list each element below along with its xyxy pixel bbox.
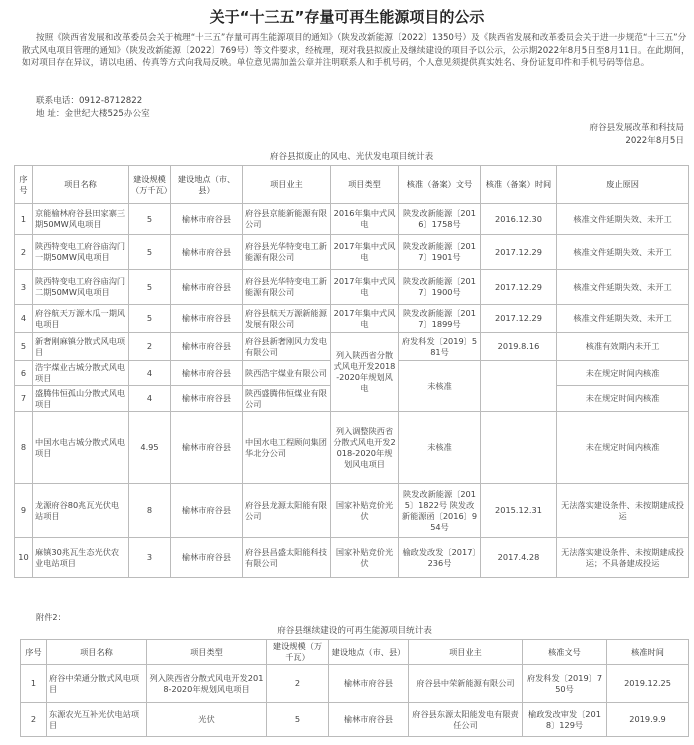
table-cell: 陕发改新能源〔2015〕1822号 陕发改新能源函〔2016〕954号 (399, 484, 481, 538)
table-cell: 榆政发改发〔2017〕236号 (399, 538, 481, 578)
table-cell: 2017.12.29 (481, 270, 557, 305)
table-cell: 4 (15, 305, 33, 333)
table-cell: 陕发改新能源〔2017〕1899号 (399, 305, 481, 333)
attachment1-table (14, 150, 689, 578)
table-cell (481, 361, 557, 412)
table-cell: 核准文件延期失效、未开工 (557, 270, 689, 305)
table-cell: 4 (129, 361, 171, 386)
table-cell: 未在规定时间内核准 (557, 386, 689, 412)
attachment2-caption: 府谷县继续建设的可再生能源项目统计表 (21, 624, 689, 640)
col-header: 序号 (21, 640, 47, 665)
table-row (21, 703, 689, 737)
table-row (15, 538, 689, 578)
col-header: 项目类型 (331, 166, 399, 204)
table-cell: 榆林市府谷县 (171, 333, 243, 361)
col-header: 序号 (15, 166, 33, 204)
col-header: 项目名称 (33, 166, 129, 204)
table-cell: 陕西特变电工府谷庙沟门一期50MW风电项目 (33, 235, 129, 270)
col-header: 核准（备案）文号 (399, 166, 481, 204)
table-cell: 1 (21, 665, 47, 703)
table-cell: 6 (15, 361, 33, 386)
table-cell: 陕发改新能源〔2017〕1901号 (399, 235, 481, 270)
table-row (15, 412, 689, 484)
table-row (15, 305, 689, 333)
table-cell: 10 (15, 538, 33, 578)
table-cell: 榆林市府谷县 (171, 412, 243, 484)
table-cell: 榆林市府谷县 (171, 386, 243, 412)
attachment1-header-row (15, 166, 689, 204)
table-cell: 5 (267, 703, 329, 737)
col-header: 建设地点（市、县） (171, 166, 243, 204)
table-cell: 府谷县东源太阳能发电有限责任公司 (409, 703, 523, 737)
table-cell: 府谷县昌盛太阳能科技有限公司 (243, 538, 331, 578)
table-cell: 5 (129, 305, 171, 333)
page-title: 关于“十三五”存量可再生能源项目的公示 (209, 8, 485, 26)
table-cell: 榆林市府谷县 (171, 305, 243, 333)
table-row (15, 204, 689, 235)
table-cell: 榆林市府谷县 (171, 361, 243, 386)
table-cell: 榆林市府谷县 (171, 235, 243, 270)
signature-date: 2022年8月5日 (625, 136, 684, 146)
col-header: 建设规模（万千瓦） (129, 166, 171, 204)
table-cell: 3 (15, 270, 33, 305)
col-header: 建设规模（万千瓦） (267, 640, 329, 665)
table-cell: 榆林市府谷县 (171, 270, 243, 305)
table-cell: 核准文件延期失效、未开工 (557, 305, 689, 333)
table-cell: 1 (15, 204, 33, 235)
attachment2-label: 附件2： (36, 612, 66, 622)
col-header: 核准文号 (523, 640, 607, 665)
col-header: 建设地点（市、县） (329, 640, 409, 665)
table-cell: 京能榆林府谷县田家寨三期50MW风电项目 (33, 204, 129, 235)
table-cell: 光伏 (147, 703, 267, 737)
table-cell: 盛腾伟恒孤山分散式风电项目 (33, 386, 129, 412)
table-row (15, 484, 689, 538)
table-cell: 中国水电工程顾问集团华北分公司 (243, 412, 331, 484)
table-cell: 3 (129, 538, 171, 578)
table-cell: 2017年集中式风电 (331, 305, 399, 333)
table-cell: 无法落实建设条件、未按期建成投运；不具备建成投运 (557, 538, 689, 578)
table-cell: 核准文件延期失效、未开工 (557, 235, 689, 270)
table-cell: 列入调整陕西省分散式风电开发2018-2020年规划风电项目 (331, 412, 399, 484)
table-cell: 5 (129, 235, 171, 270)
col-header: 项目名称 (47, 640, 147, 665)
table-cell: 2017年集中式风电 (331, 235, 399, 270)
table-cell: 府发科发〔2019〕581号 (399, 333, 481, 361)
table-cell: 5 (15, 333, 33, 361)
table-cell: 府谷航天万源木瓜一期风电项目 (33, 305, 129, 333)
table-cell: 2 (267, 665, 329, 703)
table-cell: 核准有效期内未开工 (557, 333, 689, 361)
table-cell: 府发科发〔2019〕750号 (523, 665, 607, 703)
table-cell: 榆政发改审发〔2018〕129号 (523, 703, 607, 737)
table-cell: 2017年集中式风电 (331, 270, 399, 305)
intro-paragraph: 按照《陕西省发展和改革委员会关于梳理“十三五”存量可再生能源项目的通知》（陕发改新能源〔2022〕1350号）及《陕西省发展和改革委员会关于进一步规范“十三五”分散式风电项目管理的通知》（陕发改新能源〔2022〕769号）等文件要求，经梳理，现对我县拟废止及继续建设的项目予以公示，公示期2022年8月5日至8月11日。在此期间，如对项目存在异议，请以电函、传真等方式向我局反映。单位意见需加盖公章并注明联系人和手机号码，个人意见须提供真实姓名、身份证复印件和手机号码等信息。 (22, 33, 690, 68)
attachment2-table (20, 624, 689, 737)
table-cell: 2019.9.9 (607, 703, 689, 737)
table-row (15, 235, 689, 270)
table-row (21, 665, 689, 703)
table-cell: 2016.12.30 (481, 204, 557, 235)
table-cell: 陕发改新能源〔2017〕1900号 (399, 270, 481, 305)
table-cell: 5 (129, 270, 171, 305)
table-cell: 国家补贴竞价光伏 (331, 484, 399, 538)
table-cell: 列入陕西省分散式风电开发2018-2020年规划风电项目 (147, 665, 267, 703)
table-cell: 无法落实建设条件、未按期建成投运 (557, 484, 689, 538)
table-cell: 2017.12.29 (481, 235, 557, 270)
col-header: 废止原因 (557, 166, 689, 204)
table-cell: 8 (129, 484, 171, 538)
table-row (15, 270, 689, 305)
table-cell: 麻镇30兆瓦生态光伏农业电站项目 (33, 538, 129, 578)
table-cell: 榆林市府谷县 (329, 703, 409, 737)
table-cell: 府谷县航天万源新能源发展有限公司 (243, 305, 331, 333)
table-cell: 榆林市府谷县 (171, 484, 243, 538)
table-cell: 4 (129, 386, 171, 412)
table-cell: 榆林市府谷县 (329, 665, 409, 703)
table-cell: 2019.8.16 (481, 333, 557, 361)
table-cell: 国家补贴竞价光伏 (331, 538, 399, 578)
table-cell: 2 (129, 333, 171, 361)
table-cell: 府谷县中荣新能源有限公司 (409, 665, 523, 703)
table-cell: 4.95 (129, 412, 171, 484)
table-cell: 9 (15, 484, 33, 538)
table-cell: 浩宇煤业古城分散式风电项目 (33, 361, 129, 386)
table-cell: 新奢刚麻镇分散式风电项目 (33, 333, 129, 361)
attachment1-caption: 府谷县拟废止的风电、光伏发电项目统计表 (15, 150, 689, 166)
table-cell: 未在规定时间内核准 (557, 361, 689, 386)
table-cell: 8 (15, 412, 33, 484)
table-cell: 2 (15, 235, 33, 270)
table-cell: 2 (21, 703, 47, 737)
table-cell: 未核准 (399, 361, 481, 412)
table-cell: 2019.12.25 (607, 665, 689, 703)
attachment2-header-row (21, 640, 689, 665)
table-cell: 府谷县光华特变电工新能源有限公司 (243, 235, 331, 270)
table-cell: 府谷中荣通分散式风电项目 (47, 665, 147, 703)
table-cell: 5 (129, 204, 171, 235)
table-cell: 陕西特变电工府谷庙沟门二期50MW风电项目 (33, 270, 129, 305)
table-cell: 未在规定时间内核准 (557, 412, 689, 484)
table-cell: 龙源府谷80兆瓦光伏电站项目 (33, 484, 129, 538)
table-cell: 2017.4.28 (481, 538, 557, 578)
table-cell: 陕发改新能源〔2016〕1758号 (399, 204, 481, 235)
col-header: 项目类型 (147, 640, 267, 665)
table-row (15, 333, 689, 361)
table-cell: 列入陕西省分散式风电开发2018-2020年规划风电 (331, 333, 399, 412)
table-cell: 陕西浩宇煤业有限公司 (243, 361, 331, 386)
table-cell: 东源农光互补光伏电站项目 (47, 703, 147, 737)
table-cell: 7 (15, 386, 33, 412)
table-cell: 府谷县光华特变电工新能源有限公司 (243, 270, 331, 305)
contact-phone: 联系电话：0912-8712822 (36, 96, 143, 106)
table-cell: 榆林市府谷县 (171, 204, 243, 235)
table-cell: 2015.12.31 (481, 484, 557, 538)
signature-org: 府谷县发展改革和科技局 (589, 123, 684, 133)
table-cell: 2017.12.29 (481, 305, 557, 333)
table-cell: 核准文件延期失效、未开工 (557, 204, 689, 235)
table-cell (481, 412, 557, 484)
table-cell: 府谷县龙源太阳能有限公司 (243, 484, 331, 538)
col-header: 核准（备案）时间 (481, 166, 557, 204)
table-cell: 府谷县新奢刚风力发电有限公司 (243, 333, 331, 361)
col-header: 核准时间 (607, 640, 689, 665)
table-cell: 未核准 (399, 412, 481, 484)
col-header: 项目业主 (409, 640, 523, 665)
table-cell: 中国水电古城分散式风电项目 (33, 412, 129, 484)
table-cell: 府谷县京能新能源有限公司 (243, 204, 331, 235)
col-header: 项目业主 (243, 166, 331, 204)
table-cell: 榆林市府谷县 (171, 538, 243, 578)
table-cell: 2016年集中式风电 (331, 204, 399, 235)
table-cell: 陕西盛腾伟恒煤业有限公司 (243, 386, 331, 412)
contact-address: 地 址：金世纪大楼525办公室 (36, 109, 150, 119)
